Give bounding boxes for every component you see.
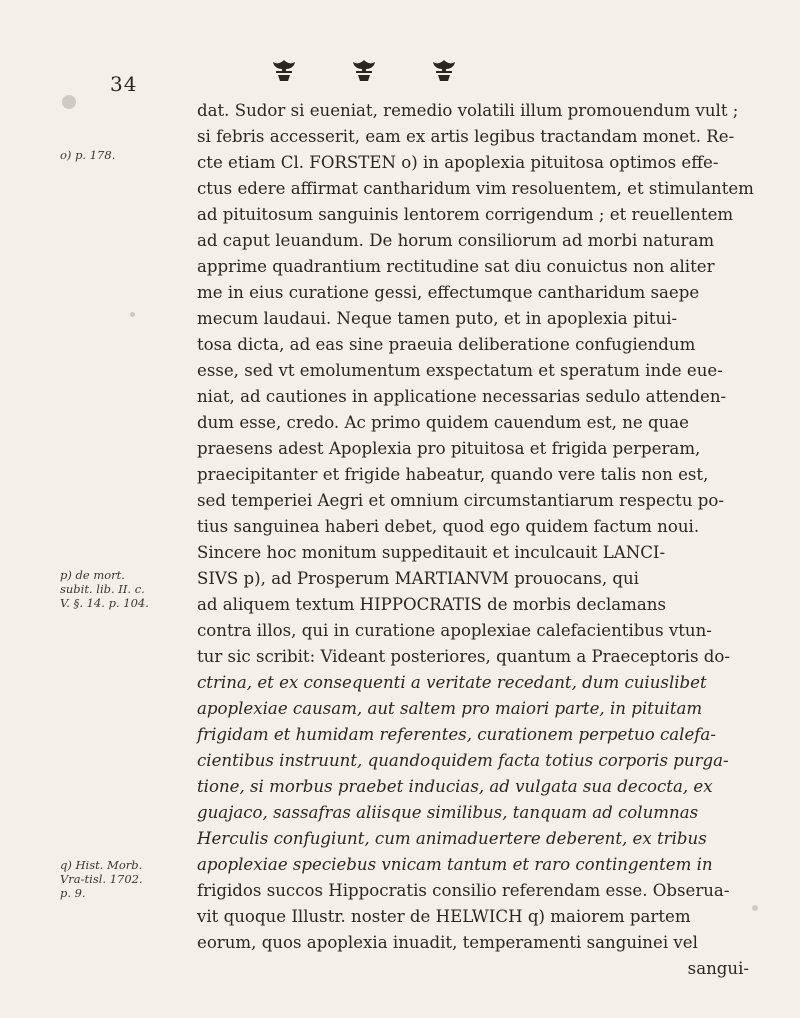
text-line: tius sanguinea haberi debet, quod ego quidem factum noui. — [197, 517, 700, 536]
text-line: Sincere hoc monitum suppeditauit et inculcauit LANCI- — [197, 543, 666, 562]
text-line: esse, sed vt emolumentum exspectatum et speratum inde eue- — [197, 361, 723, 380]
fleuron-icon — [350, 58, 378, 84]
text-line: si febris accesserit, eam ex artis legibus tractandam monet. Re- — [197, 127, 735, 146]
margin-note-o: o) p. 178. — [60, 148, 116, 162]
text-line: dum esse, credo. Ac primo quidem cauendum est, ne quae — [197, 413, 689, 432]
text-line: praesens adest Apoplexia pro pituitosa et frigida perperam, — [197, 439, 701, 458]
text-line: eorum, quos apoplexia inuadit, temperamenti sanguinei vel — [197, 933, 698, 952]
text-line: me in eius curatione gessi, effectumque cantharidum saepe — [197, 283, 700, 302]
text-line: ad caput leuandum. De horum consiliorum ad morbi naturam — [197, 231, 715, 250]
text-line: dat. Sudor si eueniat, remedio volatili illum promouendum vult ; — [197, 101, 739, 120]
text-line: cte etiam Cl. FORSTEN o) in apoplexia pituitosa optimos effe- — [197, 153, 719, 172]
paper-stain — [752, 905, 758, 911]
fleuron-icon — [270, 58, 298, 84]
text-line-italic: tione, si morbus praebet inducias, ad vulgata sua decocta, ex — [197, 777, 713, 796]
text-line: ad pituitosum sanguinis lentorem corrigendum ; et reuellentem — [197, 205, 734, 224]
text-line-italic: cientibus instruunt, quandoquidem facta totius corporis purga- — [197, 751, 729, 770]
text-line-italic: apoplexiae speciebus vnicam tantum et raro contingentem in — [197, 855, 713, 874]
fleuron-icon — [430, 58, 458, 84]
text-line: tur sic scribit: Videant posteriores, quantum a Praeceptoris do- — [197, 647, 730, 666]
body-text — [197, 98, 789, 982]
text-line: praecipitanter et frigide habeatur, quando vere talis non est, — [197, 465, 709, 484]
text-line: sed temperiei Aegri et omnium circumstantiarum respectu po- — [197, 491, 725, 510]
text-line-italic: ctrina, et ex consequenti a veritate recedant, dum cuiuslibet — [197, 673, 707, 692]
text-line-italic: frigidam et humidam referentes, curationem perpetuo calefa- — [197, 725, 716, 744]
text-line: tosa dicta, ad eas sine praeuia deliberatione confugiendum — [197, 335, 696, 354]
margin-note-q: q) Hist. Morb. Vra-tisl. 1702. p. 9. — [60, 858, 143, 900]
text-line: contra illos, qui in curatione apoplexiae calefacientibus vtun- — [197, 621, 712, 640]
paper-stain — [130, 312, 135, 317]
text-line-italic: guajaco, sassafras aliisque similibus, tanquam ad columnas — [197, 803, 699, 822]
text-line: SIVS p), ad Prosperum MARTIANVM prouocans, qui — [197, 569, 639, 588]
text-line-italic: Herculis confugiunt, cum animaduertere deberent, ex tribus — [197, 829, 707, 848]
text-line: ad aliquem textum HIPPOCRATIS de morbis declamans — [197, 595, 666, 614]
text-line: vit quoque Illustr. noster de HELWICH q) maiorem partem — [197, 907, 691, 926]
text-line: frigidos succos Hippocratis consilio referendam esse. Obserua- — [197, 881, 730, 900]
margin-note-p: p) de mort. subit. lib. II. c. V. §. 14. p. 104. — [60, 568, 149, 610]
header-ornaments — [270, 58, 458, 84]
text-line: apprime quadrantium rectitudine sat diu conuictus non aliter — [197, 257, 715, 276]
text-line-italic: apoplexiae causam, aut saltem pro maiori parte, in pituitam — [197, 699, 703, 718]
catchword: sangui- — [687, 959, 749, 978]
page-number: 34 — [110, 72, 138, 96]
text-line: ctus edere affirmat cantharidum vim resoluentem, et stimulantem — [197, 179, 754, 198]
paper-stain — [62, 95, 76, 109]
text-line: mecum laudaui. Neque tamen puto, et in apoplexia pitui- — [197, 309, 678, 328]
text-line: niat, ad cautiones in applicatione necessarias sedulo attenden- — [197, 387, 727, 406]
